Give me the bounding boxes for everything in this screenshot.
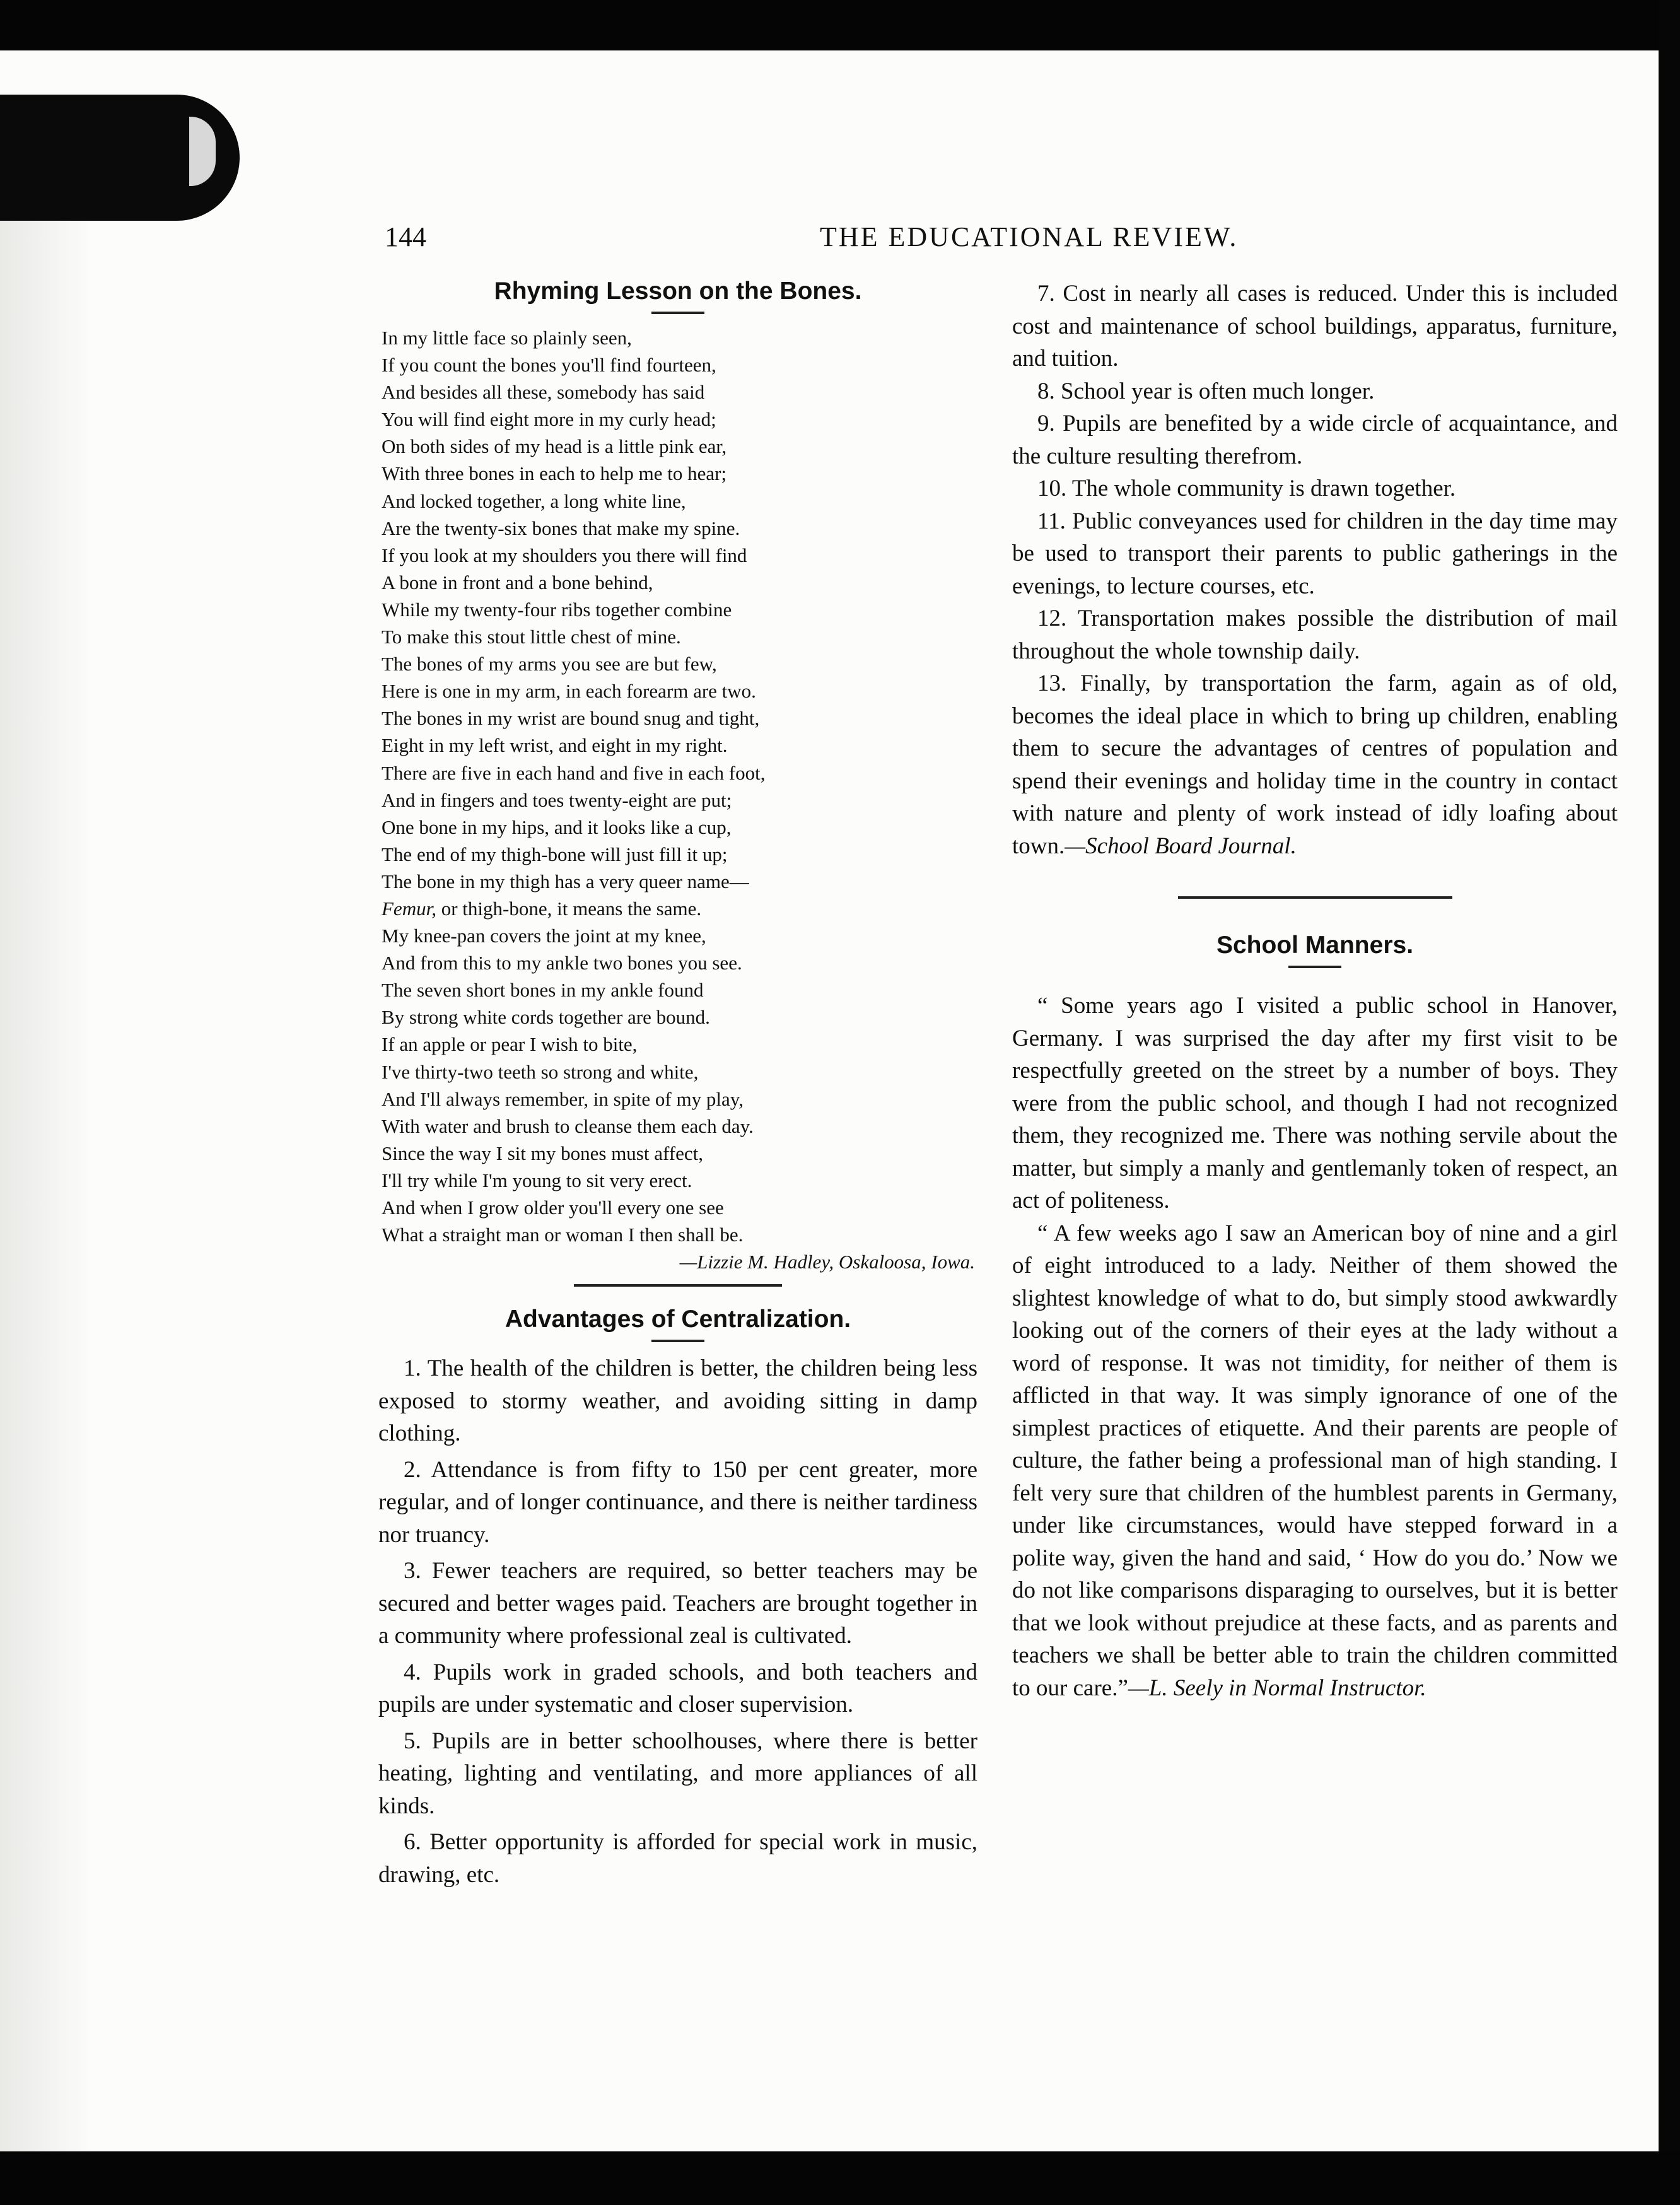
scan-top-border — [0, 0, 1680, 50]
poem-line: By strong white cords together are bound. — [382, 1006, 710, 1029]
poem-line: The bone in my thigh has a very queer name— — [382, 870, 749, 892]
advantage-item: 8. School year is often much longer. — [1037, 378, 1375, 404]
section-divider — [1178, 896, 1452, 899]
advantage-item: 7. Cost in nearly all cases is reduced. Under this is included cost and maintenance of school buildings, apparatus, furniture, and tuition. — [1012, 281, 1618, 371]
poem-line: On both sides of my head is a little pink ear, — [382, 435, 727, 458]
poem-line: Here is one in my arm, in each forearm are two. — [382, 680, 756, 703]
manners-title: School Manners. — [1216, 932, 1414, 959]
advantage-item: 5. Pupils are in better schoolhouses, where there is better heating, lighting and ventilating, and more appliances of all kinds. — [378, 1728, 977, 1819]
title-rule — [651, 312, 704, 314]
poem-line: With water and brush to cleanse them each day. — [382, 1114, 754, 1137]
poem-line: You will find eight more in my curly head; — [382, 408, 716, 431]
advantages-title: Advantages of Centralization. — [505, 1306, 851, 1333]
poem-attribution: —Lizzie M. Hadley, Oskaloosa, Iowa. — [679, 1251, 975, 1273]
manners-attribution: —L. Seely in Normal Instructor. — [1128, 1675, 1426, 1701]
poem-line-femur-rest: or thigh-bone, it means the same. — [441, 897, 702, 920]
advantage-item: 2. Attendance is from fifty to 150 per cent greater, more regular, and of longer continuance, and there is neither tardiness nor truancy. — [378, 1456, 977, 1548]
right-column — [1012, 278, 1618, 1704]
poem-line: While my twenty-four ribs together combine — [382, 598, 732, 621]
page-number: 144 — [385, 221, 426, 252]
scan-bottom-border — [0, 2151, 1680, 2205]
poem-line: My knee-pan covers the joint at my knee, — [382, 925, 706, 947]
page-gutter-shadow — [0, 221, 88, 2151]
poem-line: And I'll always remember, in spite of my play, — [382, 1087, 744, 1110]
poem-line: There are five in each hand and five in each foot, — [382, 761, 766, 784]
poem-line: And when I grow older you'll every one see — [382, 1196, 724, 1219]
poem-line: With three bones in each to help me to hear; — [382, 462, 727, 485]
journal-title: THE EDUCATIONAL REVIEW. — [820, 221, 1239, 252]
scan-right-border — [1659, 0, 1680, 2205]
poem-line: What a straight man or woman I then shall be. — [382, 1224, 744, 1246]
advantage-item: 9. Pupils are benefited by a wide circle of acquaintance, and the culture resulting therefrom. — [1012, 411, 1618, 469]
poem-line: I'll try while I'm young to sit very erect. — [382, 1169, 692, 1191]
poem-line: The end of my thigh-bone will just fill it up; — [382, 843, 728, 865]
poem-line-femur — [382, 895, 977, 922]
poem-line: Eight in my left wrist, and eight in my right. — [382, 734, 728, 757]
poem-line: Are the twenty-six bones that make my spine. — [382, 517, 740, 539]
poem-line: If you look at my shoulders you there will find — [382, 544, 747, 566]
poem-line: The bones in my wrist are bound snug and tight, — [382, 707, 760, 730]
advantages-attribution: —School Board Journal. — [1065, 833, 1297, 859]
poem-line: I've thirty-two teeth so strong and white, — [382, 1060, 699, 1083]
advantage-item: 3. Fewer teachers are required, so better teachers may be secured and better wages paid. Teachers are brought together in a community where professional zeal is cultivated. — [378, 1558, 977, 1649]
manners-paragraph-2-text: “ A few weeks ago I saw an American boy of nine and a girl of eight introduced to a lady. Neither of them showed the slightest knowledge of what to do, but simply stood awkwardly looking out of the corners of their eyes at the lady without a word of response. It was not timidity, for neither of them is afflicted in that way. It was simply ignorance of one of the simplest practices of etiquette. And their parents are people of culture, the father being a professional man of high standing. I felt very sure that children of the humblest parents in Germany, under like circumstances, would have stepped forward in a polite way, given the hand and said, ‘ How do you do.’ Now we do not like comparisons disparaging to ourselves, but it is better that we look without prejudice at these facts, and as parents and teachers we shall be better able to train the children committed to our care.” — [1012, 1220, 1618, 1701]
advantage-item-last — [1012, 667, 1618, 862]
rhyming-title: Rhyming Lesson on the Bones. — [494, 278, 862, 305]
poem-line: And from this to my ankle two bones you see. — [382, 952, 742, 974]
poem-line: And locked together, a long white line, — [382, 489, 686, 512]
section-divider — [574, 1284, 782, 1287]
poem-line: In my little face so plainly seen, — [382, 327, 632, 349]
femur-word: Femur, — [382, 897, 436, 920]
title-rule — [651, 1340, 704, 1342]
poem-line: If an apple or pear I wish to bite, — [382, 1033, 638, 1056]
advantage-item-13: 13. Finally, by transportation the farm, again as of old, becomes the ideal place in which to bring up children, enabling them to secure the advantages of centres of population and spend their evenings and holiday time in the country in contact with nature and plenty of work instead of idly loafing about town. — [1012, 670, 1618, 859]
poem-line: Since the way I sit my bones must affect, — [382, 1142, 703, 1164]
advantage-item: 10. The whole community is drawn together. — [1037, 476, 1456, 501]
advantage-item: 4. Pupils work in graded schools, and both teachers and pupils are under systematic and closer supervision. — [378, 1659, 977, 1718]
poem-line: A bone in front and a bone behind, — [382, 571, 653, 594]
rhyming-poem — [382, 324, 977, 1275]
advantage-item: 6. Better opportunity is afforded for special work in music, drawing, etc. — [378, 1829, 977, 1888]
manners-paragraph-2 — [1012, 1217, 1618, 1705]
left-column — [378, 278, 977, 1891]
title-rule — [1288, 966, 1341, 968]
poem-line: And in fingers and toes twenty-eight are put; — [382, 788, 732, 811]
poem-line: To make this stout little chest of mine. — [382, 626, 681, 648]
poem-line: And besides all these, somebody has said — [382, 381, 705, 404]
advantage-item: 12. Transportation makes possible the distribution of mail throughout the whole township daily. — [1012, 605, 1618, 664]
advantage-item: 11. Public conveyances used for children in the day time may be used to transport their parents to public gatherings in the evenings, to lecture courses, etc. — [1012, 508, 1618, 599]
manners-paragraph: “ Some years ago I visited a public school in Hanover, Germany. I was surprised the day after my first visit to be respectfully greeted on the street by a number of boys. They were from the public school, and though I had not recognized them, they recognized me. There was nothing servile about the matter, but simply a manly and gentlemanly token of respect, an act of politeness. — [1012, 993, 1618, 1214]
advantage-item: 1. The health of the children is better, the children being less exposed to stormy weather, and avoiding sitting in damp clothing. — [378, 1355, 977, 1447]
poem-line: One bone in my hips, and it looks like a cup, — [382, 816, 732, 838]
poem-line: The bones of my arms you see are but few, — [382, 653, 717, 676]
poem-line: If you count the bones you'll find fourteen, — [382, 354, 716, 377]
poem-line: The seven short bones in my ankle found — [382, 979, 704, 1002]
page-header — [385, 221, 1621, 259]
